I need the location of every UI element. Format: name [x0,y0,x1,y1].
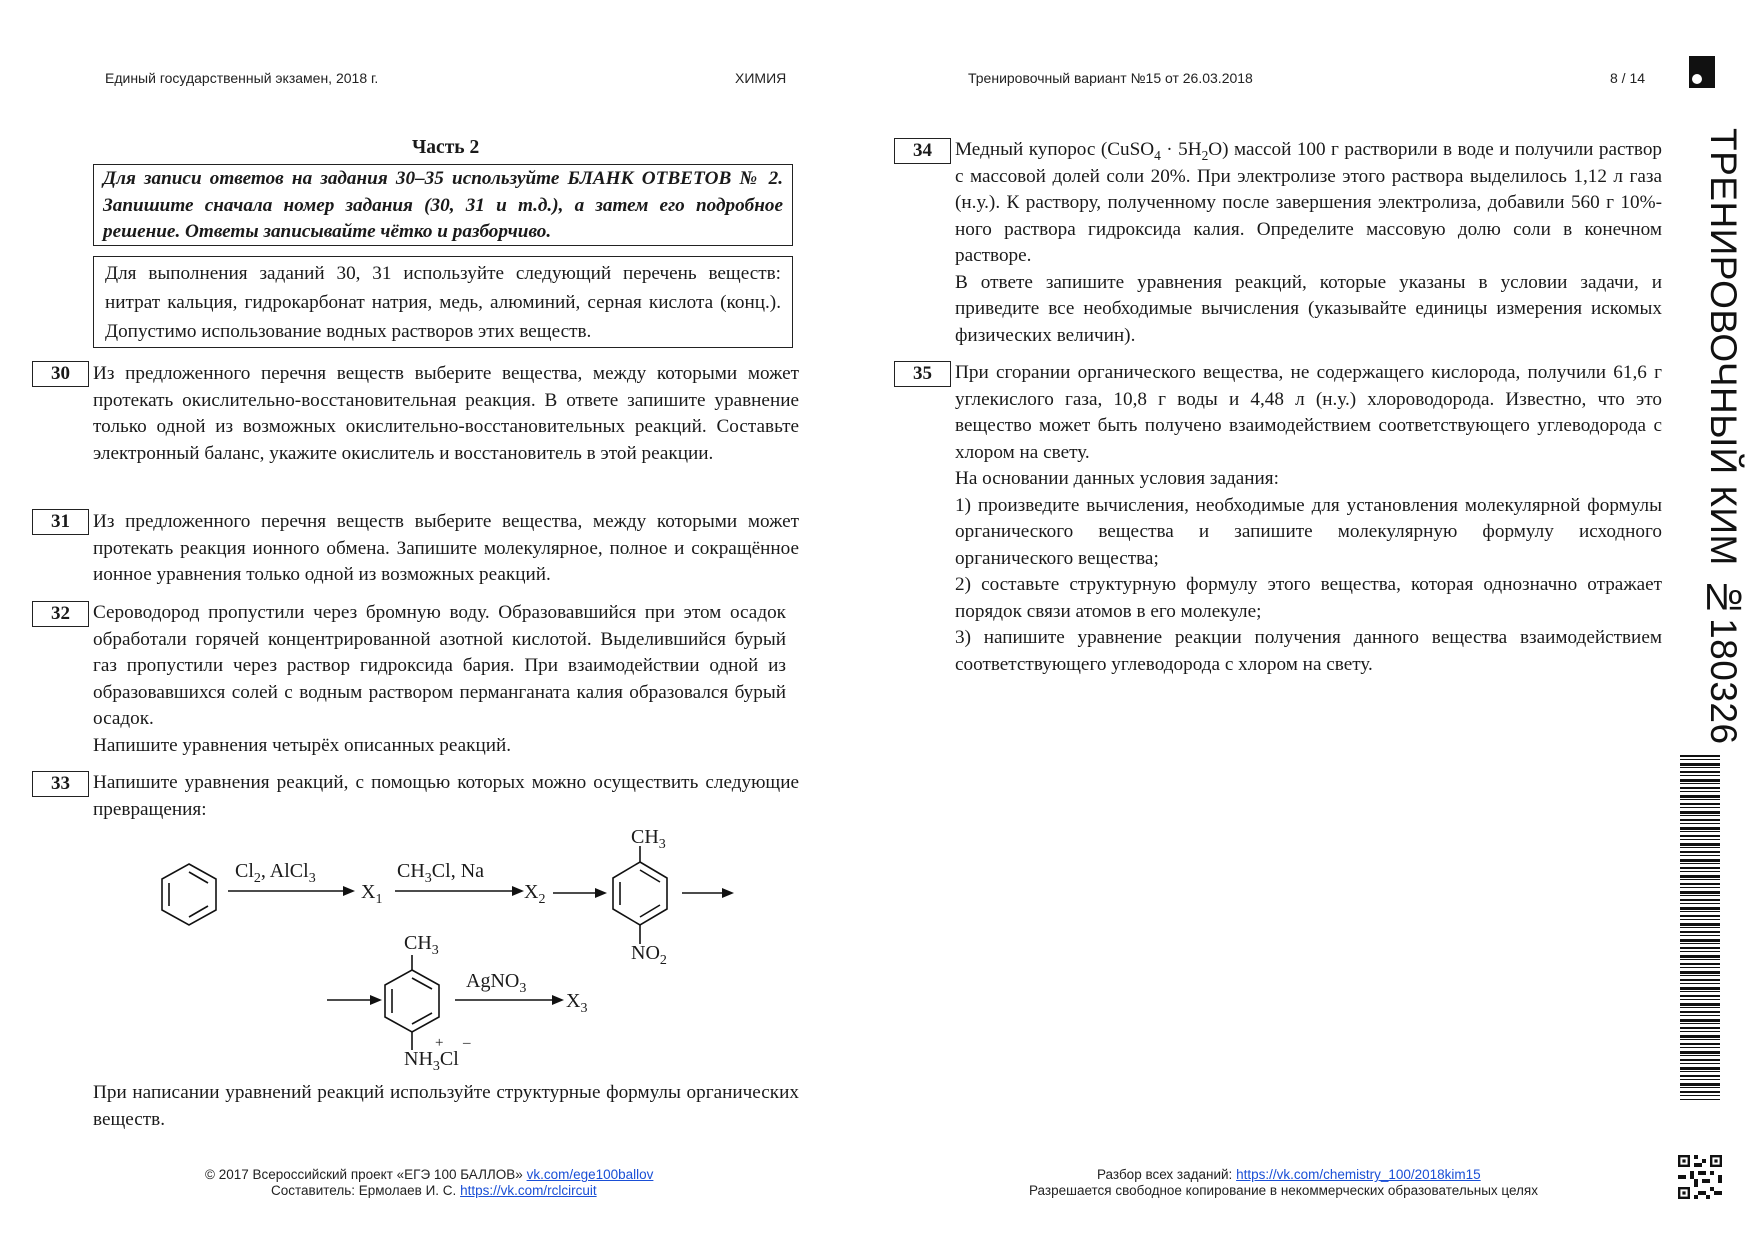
methyl-group-2: $CH_3$ [404,932,439,958]
header-subject: ХИМИЯ [735,70,787,86]
task-35-lead: На основании данных условия задания: [955,468,1279,489]
task-35-point-2: 2) составьте структурную формулу этого вещества, которая однозначно отражает порядок связи атомов в его молекуле; [955,574,1662,622]
footer-right-line2: Разрешается свободное копирование в некоммерческих образовательных целях [1029,1183,1538,1198]
footer-link-analysis[interactable]: https://vk.com/chemistry_100/2018kim15 [1236,1167,1481,1182]
task-35-point-1: 1) произведите вычисления, необходимые для установления молекулярной формулы органического вещества и запишите молекулярную формулу исходного органического вещества; [955,494,1662,569]
side-title: ТРЕНИРОВОЧНЫЙ КИМ №180326 [1703,128,1744,745]
product-x3: $X_3$ [566,990,588,1016]
qr-code [1678,1155,1722,1199]
anilinium-ring [385,970,439,1032]
task-32-question: Напишите уравнения четырёх описанных реакций. [93,734,512,756]
task-32-body: Сероводород пропустили через бромную воду. Образовавшийся при этом осадок обработали горячей концентрированной азотной кислотой. Выделившийся бурый газ пропустили через раствор гидроксида бария. При взаимодействии одной из образовавшихся солей с водным раствором перманганата калия образовался бурый осадок. [93,602,786,729]
footer-author: Составитель: Ермолаев И. С. [271,1183,457,1198]
task-number-34: 34 [894,138,951,164]
barcode [1680,755,1720,1100]
task-35-body: При сгорании органического вещества, не содержащего кислорода, получили 61,6 г углекислого газа, 10,8 г воды и 4,48 л (н.у.) хлороводорода. Известно, что это вещество может быть получено взаимодействием соответствующего углеводорода с хлором на свету. [955,362,1662,463]
corner-mark [1689,56,1715,88]
header-page: 8 / 14 [1610,70,1646,86]
footer-analysis: Разбор всех заданий: [1097,1167,1233,1182]
task-34-text [955,137,1662,349]
substances-text: Для выполнения заданий 30, 31 используйте следующий перечень веществ: нитрат кальция, гидрокарбонат натрия, медь, алюминий, серная кислота (конц.). Допустимо использование водных растворов этих веществ. [105,263,781,342]
reagent-3: AgNO$_3$ [466,970,527,996]
charge-plus: + [435,1035,444,1051]
footer-right-line1 [1097,1167,1481,1182]
task-number-33: 33 [32,771,89,797]
reaction-scheme [0,0,800,1100]
instruction-text: Для записи ответов на задания 30–35 используйте БЛАНК ОТВЕТОВ № 2. Запишите сначала номер задания (30, 31 и т.д.), а затем его подробное решение. Ответы записывайте чётко и разборчиво. [103,168,783,242]
task-number-32: 32 [32,601,89,627]
reagent-2: $CH_3Cl$, Na [397,860,485,886]
task-35-text [955,360,1662,678]
scheme-graphics [0,0,800,1100]
ammonium-chloride-group: $NH_3Cl$ [404,1048,459,1074]
task-34-instruction: В ответе запишите уравнения реакций, которые указаны в условии задачи, и приведите все необходимые вычисления (указывайте единицы измерения искомых физических величин). [955,271,1662,346]
methyl-group-1: $CH_3$ [631,826,666,852]
footer-link-author[interactable]: https://vk.com/rclcircuit [460,1183,597,1198]
task-35-point-3: 3) напишите уравнение реакции получения данного вещества взаимодействием соответствующего углеводорода с хлором на свету. [955,627,1662,675]
task-number-35: 35 [894,361,951,387]
product-x1: $X_1$ [361,881,383,907]
nitro-group: $NO_2$ [631,942,667,968]
product-x2: $X_2$ [524,881,546,907]
task-30-text: Из предложенного перечня веществ выберите вещества, между которыми может протекать окислительно-восстановительная реакция. В ответе запишите уравнение только одной из возможных окислительно-восстановительных реакций. Составьте электронный баланс, укажите окислитель и восстановитель в этой реакции. [93,363,799,464]
footer-left-line1 [205,1167,653,1182]
task-31-text: Из предложенного перечня веществ выберите вещества, между которыми может протекать реакция ионного обмена. Запишите молекулярное, полное и сокращённое ионное уравнения только одной из возможных реакций. [93,511,799,585]
nitrotoluene-ring [613,862,667,925]
footer-link-project[interactable]: vk.com/ege100ballov [526,1167,654,1182]
header-exam: Единый государственный экзамен, 2018 г. [105,70,379,86]
part-title: Часть 2 [412,137,480,158]
task-number-31: 31 [32,509,89,535]
task-33-text: Напишите уравнения реакций, с помощью которых можно осуществить следующие превращения: [93,772,799,820]
task-34-body: Медный купорос (CuSO$_4$ · $5H_2O$) массой 100 г растворили в воде и получили раствор с массовой долей соли 20%. При электролизе этого раствора выделилось 1,12 л газа (н.у.). К раствору, полученному после завершения электролиза, добавили 560 г 10%-ного раствора гидроксида калия. Определите массовую долю соли в конечном растворе. [955,139,1663,266]
footer-project: © 2017 Всероссийский проект «ЕГЭ 100 БАЛЛОВ» [205,1167,523,1182]
header-variant: Тренировочный вариант №15 от 26.03.2018 [968,70,1253,86]
benzene-ring [162,864,216,925]
footer-left-line2 [271,1183,597,1198]
task-33-note: При написании уравнений реакций используйте структурные формулы органических веществ. [93,1082,799,1130]
reagent-1: $Cl_2$, AlCl$_3$ [235,860,316,886]
charge-minus: – [463,1035,471,1051]
task-number-30: 30 [32,361,89,387]
